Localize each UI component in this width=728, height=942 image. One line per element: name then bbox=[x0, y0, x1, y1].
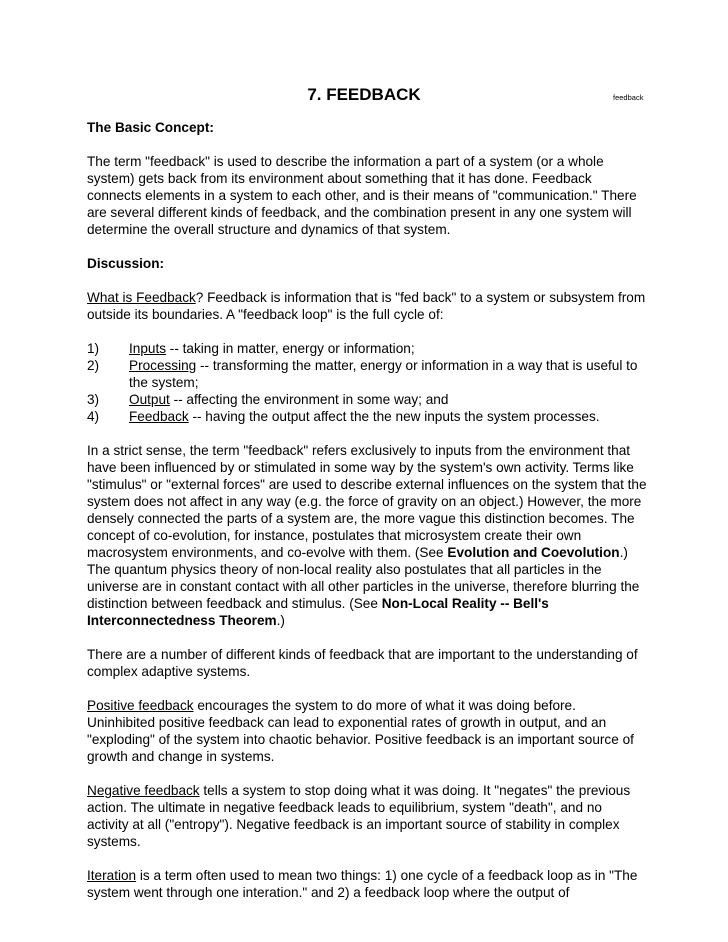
step-description: -- affecting the environment in some way; and bbox=[169, 392, 449, 407]
positive-feedback-text: encourages the system to do more of what it was doing before. Uninhibited positive feedback can lead to exponential rates of growth in output, and an "exploding" of the system into chaotic behavior. Positive feedback is an important source of growth and change in systems. bbox=[87, 698, 634, 764]
list-item bbox=[87, 340, 647, 357]
list-item bbox=[87, 408, 647, 425]
iteration-text: is a term often used to mean two things: 1) one cycle of a feedback loop as in "The system went through one interation." and 2) a feedback loop where the output of bbox=[87, 868, 638, 900]
what-is-feedback-term: What is Feedback bbox=[87, 290, 196, 305]
basic-concept-paragraph: The term "feedback" is used to describe the information a part of a system (or a whole system) gets back from its environment about something that it has done. Feedback connects elements in a system to each other, and is their means of "communication." There are several different kinds of feedback, and the combination present in any one system will determine the overall structure and dynamics of that system. bbox=[87, 154, 637, 237]
document-body bbox=[87, 119, 647, 901]
strict-sense-text-b: .) The quantum physics theory of non-local reality also postulates that all particles in the universe are in constant contact with all other particles in the universe, therefore blurring the distinction between feedback and stimulus. (See bbox=[87, 545, 640, 611]
feedback-loop-steps bbox=[87, 340, 647, 425]
step-term: Processing bbox=[129, 358, 197, 373]
what-is-feedback-paragraph bbox=[87, 289, 647, 323]
strict-sense-text-a: In a strict sense, the term "feedback" refers exclusively to inputs from the environment that have been influenced by or stimulated in some way by the system's own activity. Terms like "stimulus" or "external forces" are used to describe external influences on the system that the system does not affect in any way (e.g. the force of gravity on an object.) However, the more densely connected the parts of a system are, the more vague this distinction becomes. The concept of co-evolution, for instance, postulates that microsystem create their own macrosystem environments, and co-evolve with them. (See bbox=[87, 443, 647, 560]
page-title: 7. FEEDBACK bbox=[307, 85, 421, 104]
step-term: Inputs bbox=[129, 341, 167, 356]
step-number: 2) bbox=[87, 358, 100, 373]
step-description: -- transforming the matter, energy or information in a way that is useful to the system; bbox=[129, 358, 638, 390]
strict-sense-paragraph bbox=[87, 442, 647, 629]
evolution-reference: Evolution and Coevolution bbox=[447, 545, 620, 560]
non-local-reality-reference: Non-Local Reality -- Bell's Interconnectedness Theorem bbox=[87, 596, 549, 628]
positive-feedback-term: Positive feedback bbox=[87, 698, 194, 713]
step-text bbox=[129, 357, 647, 391]
step-description: -- taking in matter, energy or information; bbox=[166, 341, 415, 356]
what-is-feedback-text: ? Feedback is information that is "fed back" to a system or subsystem from outside its boundaries. A "feedback loop" is the full cycle of: bbox=[87, 290, 646, 322]
kinds-of-feedback-paragraph: There are a number of different kinds of feedback that are important to the understanding of complex adaptive systems. bbox=[87, 647, 638, 679]
step-description: -- having the output affect the the new inputs the system processes. bbox=[188, 409, 600, 424]
step-text bbox=[129, 340, 647, 357]
iteration-paragraph bbox=[87, 867, 647, 901]
step-number: 3) bbox=[87, 392, 100, 407]
step-term: Output bbox=[129, 392, 170, 407]
discussion-heading: Discussion: bbox=[87, 256, 165, 271]
negative-feedback-paragraph bbox=[87, 782, 647, 850]
list-item bbox=[87, 391, 647, 408]
step-text bbox=[129, 408, 647, 425]
strict-sense-text-c: .) bbox=[276, 613, 285, 628]
negative-feedback-text: tells a system to stop doing what it was doing. It "negates" the previous action. The ultimate in negative feedback leads to equilibrium, system "death", and no activity at all ("entropy"). Negative feedback is an important source of stability in complex systems. bbox=[87, 783, 631, 849]
running-head: feedback bbox=[613, 93, 644, 102]
negative-feedback-term: Negative feedback bbox=[87, 783, 200, 798]
positive-feedback-paragraph bbox=[87, 697, 647, 765]
step-text bbox=[129, 391, 647, 408]
basic-concept-heading: The Basic Concept: bbox=[87, 120, 214, 135]
step-number: 4) bbox=[87, 409, 100, 424]
step-number: 1) bbox=[87, 341, 100, 356]
iteration-term: Iteration bbox=[87, 868, 137, 883]
step-term: Feedback bbox=[129, 409, 189, 424]
list-item bbox=[87, 357, 647, 391]
